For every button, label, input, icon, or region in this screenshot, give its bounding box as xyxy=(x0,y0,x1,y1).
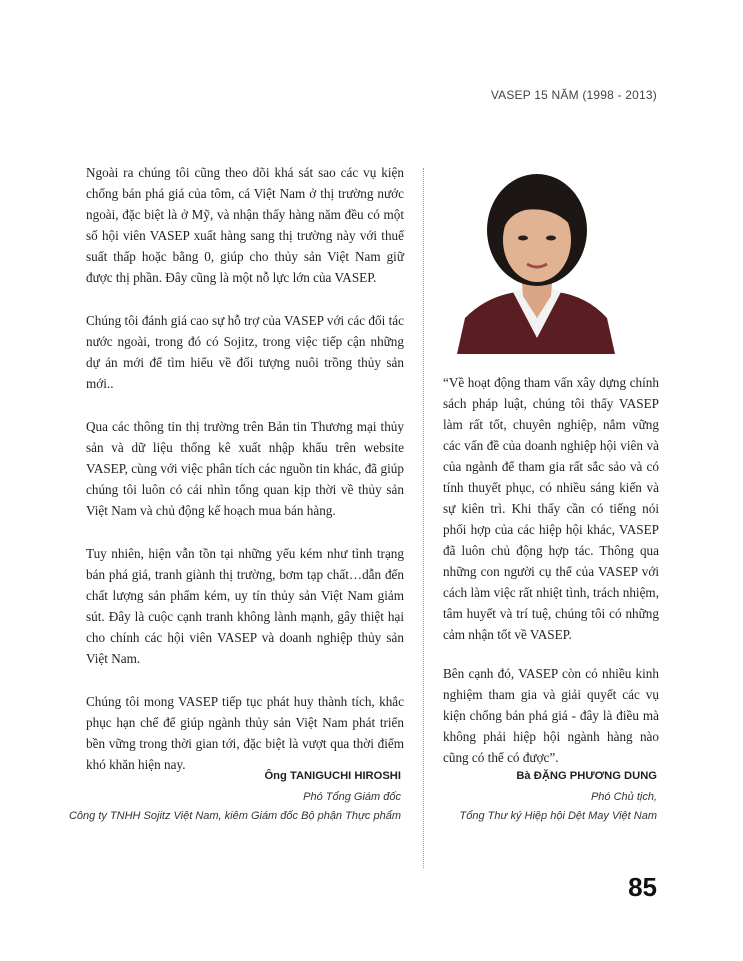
portrait-photo xyxy=(447,168,627,354)
signature-name: Bà ĐẶNG PHƯƠNG DUNG xyxy=(516,770,657,782)
right-paragraph-1: “Về hoạt động tham vấn xây dựng chính sách pháp luật, chúng tôi thấy VASEP làm rất tốt, chuyên nghiệp, nắm vững các vấn đề của doanh nghiệp hội viên và của ngành để tham gia rất sắc sảo và có tính thuyết phục, có nhiều sáng kiến và sự kiên trì. Khi thấy cần có tiếng nói phối hợp của các hiệp hội khác, VASEP đã luôn chủ động hợp tác. Thông qua những con người cụ thể của VASEP với cách làm việc rất nhiệt tình, trách nhiệm, tâm huyết và trí tuệ, chúng tôi có những cảm nhận tốt về VASEP. xyxy=(443,375,659,642)
page-number: 85 xyxy=(628,872,657,902)
left-signature xyxy=(21,770,401,826)
left-paragraph-4: Tuy nhiên, hiện vẫn tồn tại những yếu kém như tình trạng bán phá giá, tranh giành thị trường, bơm tạp chất…dẫn đến chất lượng sản phẩm kém, uy tín thủy sản Việt Nam giảm sút. Đây là cuộc cạnh tranh không lành mạnh, gây thiệt hại cho chính các hội viên VASEP và doanh nghiệp thủy sản Việt Nam. xyxy=(86,546,404,666)
right-signature xyxy=(397,770,657,826)
left-paragraph-2: Chúng tôi đánh giá cao sự hỗ trợ của VASEP với các đối tác nước ngoài, trong đó có Sojitz, trong việc tiếp cận những dự án mới để tìm hiểu về đối tượng nuôi trồng thủy sản mới.. xyxy=(86,313,404,391)
signature-title: Phó Tổng Giám đốc xyxy=(303,791,401,803)
left-paragraph-5: Chúng tôi mong VASEP tiếp tục phát huy thành tích, khắc phục hạn chế để giúp ngành thủy sản Việt Nam phát triển bền vững trong thời gian tới, đặc biệt là vượt qua thời điểm khó khăn hiện nay. xyxy=(86,694,404,772)
right-column xyxy=(443,372,659,786)
column-divider xyxy=(423,168,424,868)
left-column xyxy=(86,162,404,797)
left-paragraph-3: Qua các thông tin thị trường trên Bản tin Thương mại thủy sản và dữ liệu thống kê xuất nhập khẩu trên website VASEP, cùng với việc phân tích các nguồn tin khác, đã giúp chúng tôi luôn có cái nhìn tổng quan kịp thời về thủy sản Việt Nam và chủ động kế hoạch mua bán hàng. xyxy=(86,419,404,518)
signature-org: Tổng Thư ký Hiệp hội Dệt May Việt Nam xyxy=(459,810,657,822)
right-paragraph-2: Bên cạnh đó, VASEP còn có nhiều kinh nghiệm tham gia và giải quyết các vụ kiện chống bán phá giá - đây là điều mà không phải hiệp hội ngành hàng nào cũng có thể có được”. xyxy=(443,666,659,765)
signature-title: Phó Chủ tịch, xyxy=(590,791,657,803)
running-header: VASEP 15 NĂM (1998 - 2013) xyxy=(490,88,657,102)
signature-name: Ông TANIGUCHI HIROSHI xyxy=(264,770,401,782)
signature-org: Công ty TNHH Sojitz Việt Nam, kiêm Giám đốc Bộ phận Thực phẩm xyxy=(68,810,401,822)
left-paragraph-1: Ngoài ra chúng tôi cũng theo dõi khá sát sao các vụ kiện chống bán phá giá của tôm, cá Việt Nam ở thị trường nước ngoài, đặc biệt là ở Mỹ, và nhận thấy hàng năm đều có một số hội viên VASEP xuất hàng sang thị trường này với thuế suất thấp hoặc bằng 0, giúp cho thủy sản Việt Nam giữ được thị phần. Đây cũng là một nỗ lực lớn của VASEP. xyxy=(86,165,404,285)
